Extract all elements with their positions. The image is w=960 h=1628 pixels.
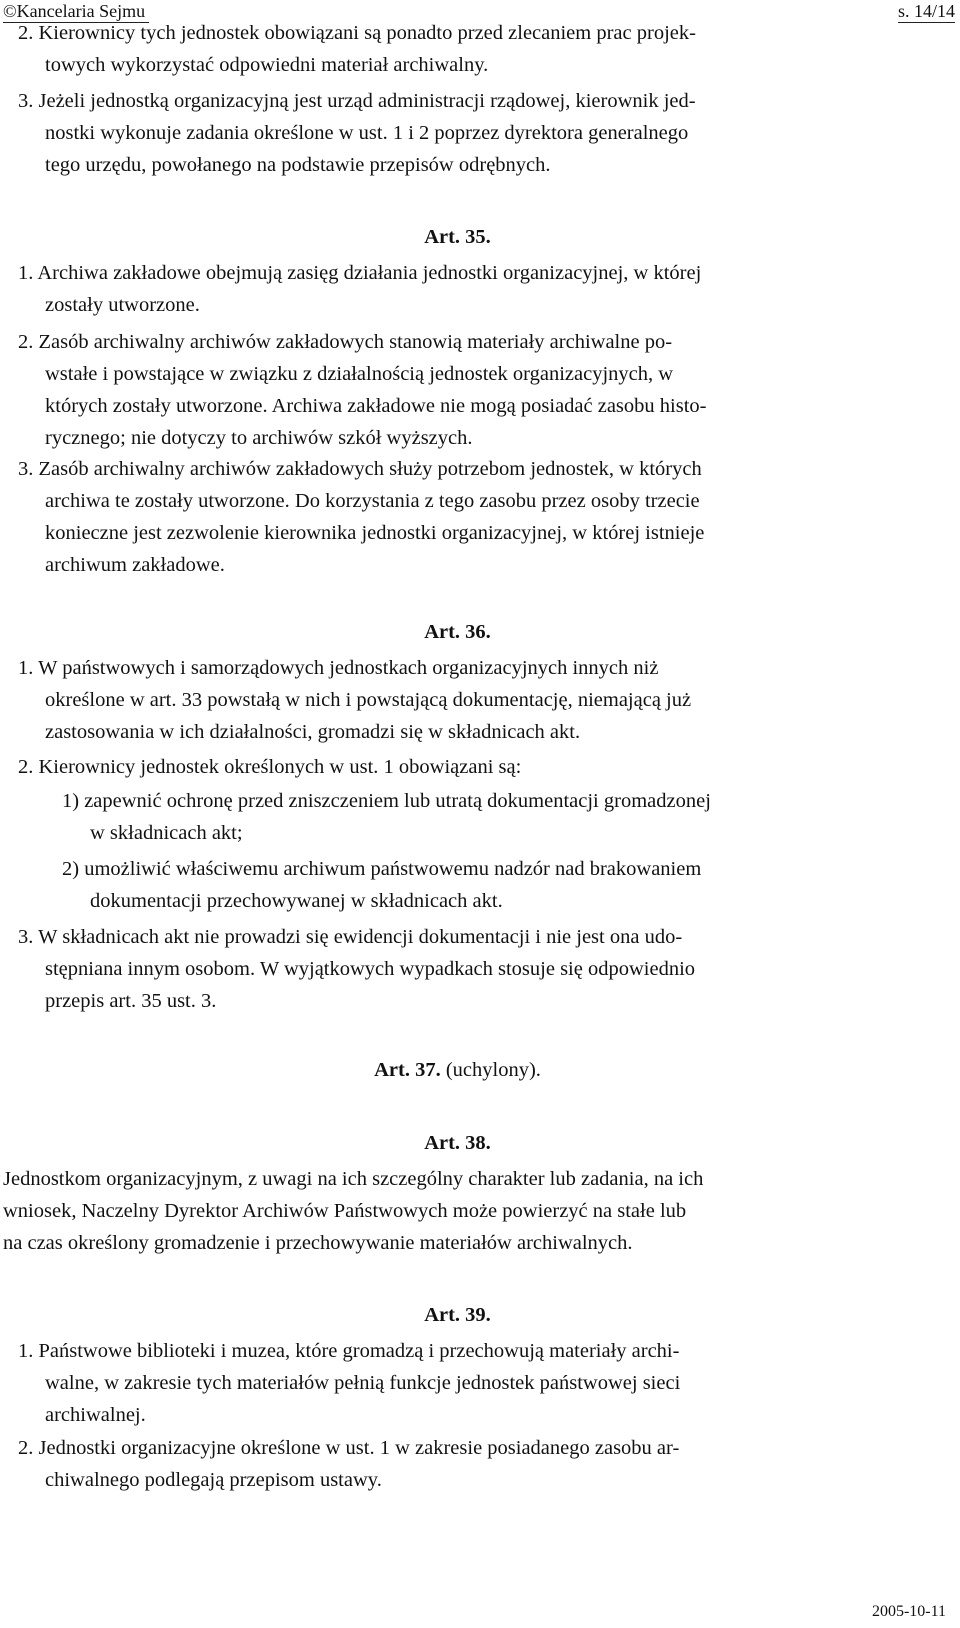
art-37-heading	[0, 1055, 915, 1085]
art-36-para-1: 1. W państwowych i samorządowych jednostkach organizacyjnych innych niż określone w art. 33 powstałą w nich i powstającą dokumentację, niemającą już zastosowania w ich działalności, gromadzi się w składnicach akt.	[18, 657, 692, 743]
header-page-number: s. 14/14	[897, 1, 955, 21]
art-36-para-3: 3. W składnicach akt nie prowadzi się ewidencji dokumentacji i nie jest ona udo- stępniana innym osobom. W wyjątkowych wypadkach stosuje się odpowiednio przepis art. 35 ust. 3.	[18, 926, 696, 1012]
footer-date: 2005-10-11	[871, 1603, 946, 1620]
art-35-para-2: 2. Zasób archiwalny archiwów zakładowych stanowią materiały archiwalne po- wstałe i powstające w związku z działalnością jednostek organizacyjnych, w których zostały utworzone. Archiwa zakładowe nie mogą posiadać zasobu histo- rycznego; nie dotyczy to archiwów szkół wyższych.	[18, 331, 707, 449]
art-36-item-1: 1) zapewnić ochronę przed zniszczeniem lub utratą dokumentacji gromadzonej w składnicach akt;	[62, 790, 711, 844]
paragraph-2: 2. Kierownicy tych jednostek obowiązani są ponadto przed zlecaniem prac projek- towych wykorzystać odpowiedni materiał archiwalny.	[18, 22, 696, 76]
art-39-para-1: 1. Państwowe biblioteki i muzea, które gromadzą i przechowują materiały archi- walne, w zakresie tych materiałów pełnią funkcje jednostek państwowej sieci archiwalnej.	[18, 1340, 681, 1426]
art-39-para-2: 2. Jednostki organizacyjne określone w ust. 1 w zakresie posiadanego zasobu ar- chiwalnego podlegają przepisom ustawy.	[18, 1437, 680, 1491]
art-36-para-2: 2. Kierownicy jednostek określonych w ust. 1 obowiązani są:	[18, 756, 522, 778]
art-39-heading: Art. 39.	[424, 1304, 491, 1326]
art-37-note: (uchylony).	[445, 1059, 541, 1081]
paragraph-3: 3. Jeżeli jednostką organizacyjną jest urząd administracji rządowej, kierownik jed- nostki wykonuje zadania określone w ust. 1 i 2 poprzez dyrektora generalnego tego urzędu, powołanego na podstawie przepisów odrębnych.	[18, 90, 696, 176]
header-left: ©Kancelaria Sejmu	[3, 0, 149, 23]
art-36-item-2: 2) umożliwić właściwemu archiwum państwowemu nadzór nad brakowaniem dokumentacji przechowywanej w składnicach akt.	[62, 858, 702, 912]
art-38-heading: Art. 38.	[424, 1132, 491, 1154]
art-37-title: Art. 37.	[374, 1059, 441, 1081]
art-35-para-3: 3. Zasób archiwalny archiwów zakładowych służy potrzebom jednostek, w których archiwa te zostały utworzone. Do korzystania z tego zasobu przez osoby trzecie konieczne jest zezwolenie kierownika jednostki organizacyjnej, w której istnieje archiwum zakładowe.	[18, 458, 705, 576]
art-35-heading: Art. 35.	[424, 226, 491, 248]
art-35-para-1: 1. Archiwa zakładowe obejmują zasięg działania jednostki organizacyjnej, w której zostały utworzone.	[18, 262, 702, 316]
art-38-para: Jednostkom organizacyjnym, z uwagi na ich szczególny charakter lub zadania, na ich wniosek, Naczelny Dyrektor Archiwów Państwowych może powierzyć na stałe lub na czas określony gromadzenie i przechowywanie materiałów archiwalnych.	[3, 1168, 704, 1254]
art-36-heading: Art. 36.	[424, 621, 491, 643]
